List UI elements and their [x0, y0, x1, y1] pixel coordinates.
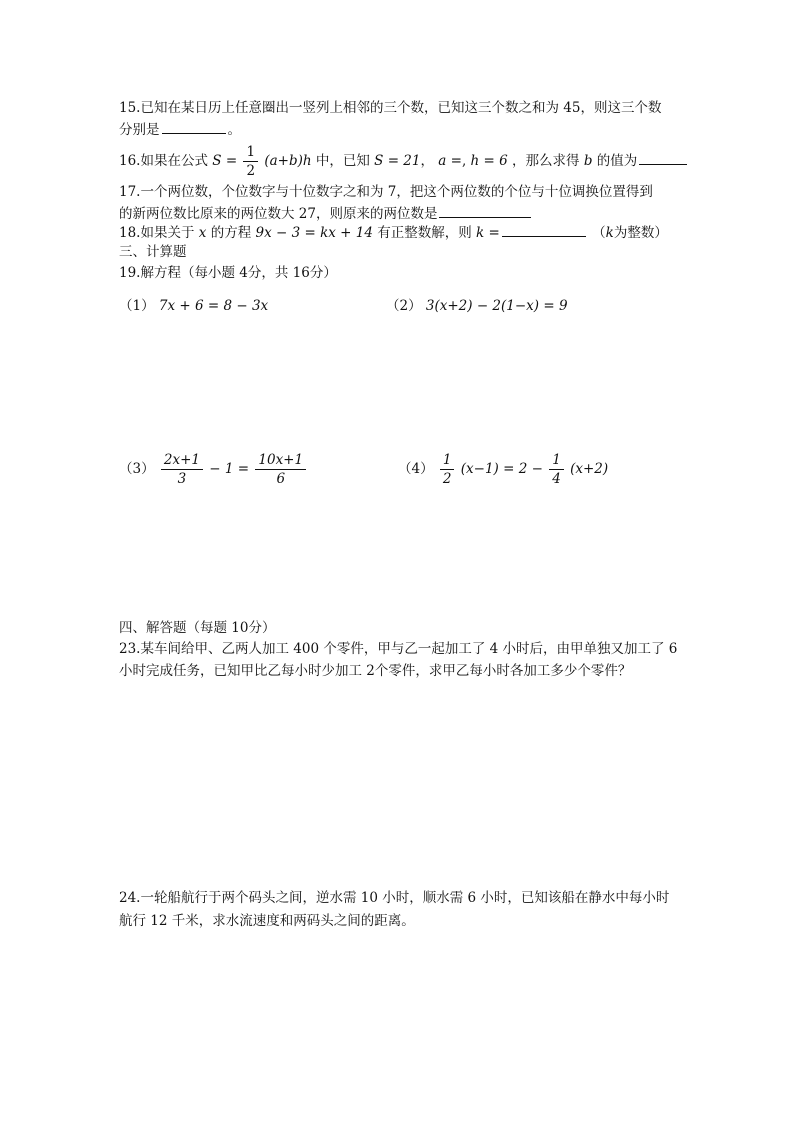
section4-title: 四、解答题（每题 10分） — [119, 620, 276, 636]
q18-note-open: （ — [592, 225, 606, 241]
q18-k-eq: k = — [476, 225, 500, 241]
q19-title: 19.解方程（每小题 4分，共 16分） — [119, 265, 337, 281]
q16-var-b: b — [583, 153, 593, 169]
q16-tail: ，那么求得 — [512, 153, 580, 169]
q16-answer-blank[interactable] — [639, 150, 687, 165]
q15-line1: 15.已知在某日历上任意圈出一竖列上相邻的三个数，已知这三个数之和为 45，则这三个数 — [119, 100, 662, 116]
q16-frac-num: 1 — [243, 143, 258, 162]
q16-prefix: 16.如果在公式 — [119, 153, 208, 169]
q18-line — [119, 222, 668, 243]
q16-given-S: S = 21 — [374, 153, 421, 169]
q19-p3-frac1 — [161, 451, 203, 488]
q15-answer-blank[interactable] — [162, 119, 226, 134]
q19-p3-den2: 6 — [276, 471, 286, 487]
q19-p3-num1: 2x+1 — [161, 451, 203, 470]
q19-p4-num2: 1 — [549, 451, 564, 470]
q23-line2: 小时完成任务，已知甲比乙每小时少加工 2个零件，求甲乙每小时各加工多少个零件？ — [119, 663, 632, 679]
q19-p1-equation: 7x + 6 = 8 − 3x — [158, 298, 269, 314]
q19-p4-frac2 — [549, 451, 564, 488]
q16-var-S: S — [212, 153, 222, 169]
section3-title: 三、计算题 — [119, 244, 187, 260]
q23-line1: 23.某车间给甲、乙两人加工 400 个零件，甲与乙一起加工了 4 小时后，由甲单独又加工了 6 — [119, 641, 678, 657]
q24-line1: 24.一轮船航行于两个码头之间，逆水需 10 小时，顺水需 6 小时，已知该船在静水中每小时 — [119, 890, 670, 906]
q17-line1: 17.一个两位数，个位数字与十位数字之和为 7，把这个两位数的个位与十位调换位置得到 — [119, 184, 653, 200]
q19-part3 — [119, 451, 308, 488]
q18-prefix: 18.如果关于 — [119, 225, 195, 241]
q16-expr: (a+b)h — [264, 153, 312, 169]
q16-eq: = — [225, 153, 238, 169]
q16-line: 16.如果在公式 S = $\frac{1}{2}$ (a+b)h 中，已知 S = 21， a =, h = 6 ，那么求得 b 的值为 — [119, 143, 689, 180]
q17-answer-blank[interactable] — [439, 203, 531, 218]
q19-p4-den1: 2 — [442, 471, 452, 487]
q18-note-k: k — [605, 225, 614, 241]
q16-given-h: h = 6 — [470, 153, 508, 169]
q19-p4-num1: 1 — [440, 451, 455, 470]
q17-line2 — [119, 203, 533, 224]
q19-p2-label: （2） — [386, 298, 422, 314]
q19-p3-label: （3） — [119, 461, 155, 477]
q16-mid: 中，已知 — [315, 153, 370, 169]
q15-prefix: 分别是 — [119, 122, 160, 138]
q16-end: 的值为 — [596, 153, 638, 169]
q19-p4-label: （4） — [398, 461, 434, 477]
q16-frac-den: 2 — [246, 163, 256, 179]
q19-p3-den1: 3 — [177, 471, 187, 487]
q16-fraction — [243, 143, 258, 180]
q18-tail: 有正整数解，则 — [377, 225, 472, 241]
q24-line2: 航行 12 千米，求水流速度和两码头之间的距离。 — [119, 913, 415, 929]
q15-line2 — [119, 119, 241, 140]
q17-text: 的新两位数比原来的两位数大 27，则原来的两位数是 — [119, 206, 438, 222]
q19-p1-label: （1） — [119, 298, 155, 314]
q19-p4-den2: 4 — [552, 471, 561, 487]
q18-equation: 9x − 3 = kx + 14 — [255, 225, 373, 241]
q19-part1 — [119, 294, 268, 314]
q19-p3-mid: − 1 = — [209, 461, 250, 477]
q18-mid: 的方程 — [210, 225, 252, 241]
q19-part2 — [386, 294, 568, 314]
q19-p4-tail: (x+2) — [570, 461, 609, 477]
q18-answer-blank[interactable] — [502, 222, 586, 237]
q15-end: 。 — [227, 122, 241, 138]
q19-p3-frac2 — [255, 451, 306, 488]
q19-p4-frac1 — [440, 451, 455, 488]
q19-part4 — [398, 451, 608, 488]
q16-given-a: a = — [438, 153, 462, 169]
q19-p3-num2: 10x+1 — [255, 451, 306, 470]
q19-p2-equation: 3(x+2) − 2(1−x) = 9 — [425, 298, 568, 314]
q19-p4-mid: (x−1) = 2 − — [460, 461, 543, 477]
q18-var-x: x — [198, 225, 207, 241]
q18-note-close: 为整数） — [613, 225, 668, 241]
